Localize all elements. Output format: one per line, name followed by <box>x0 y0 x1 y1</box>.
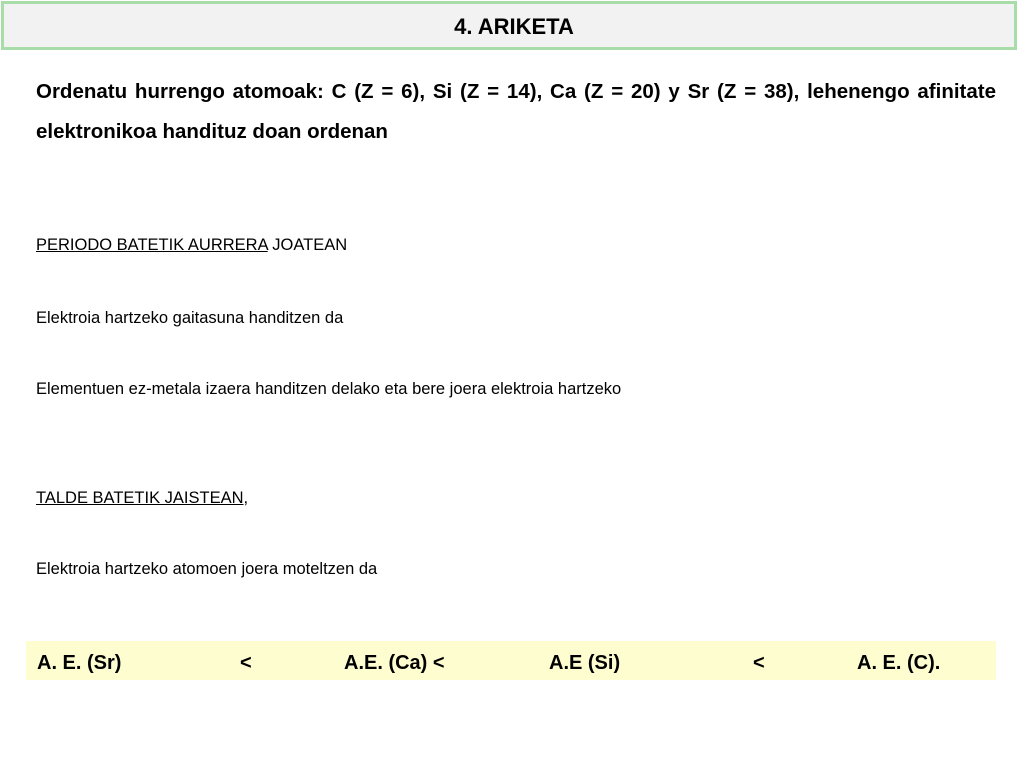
title-box <box>1 1 1017 50</box>
group-heading-underlined: TALDE BATETIK JAISTEAN <box>36 489 244 507</box>
result-item-si: A.E (Si) <box>549 652 621 674</box>
period-heading <box>36 236 347 255</box>
group-heading-rest: , <box>243 489 249 507</box>
page-title: 4. ARIKETA <box>454 14 574 39</box>
result-operator-1: < <box>240 652 252 674</box>
period-line-2: Elementuen ez-metala izaera handitzen delako eta bere joera elektroia hartzeko <box>36 380 622 398</box>
result-item-ca: A.E. (Ca) < <box>344 652 445 674</box>
result-item-c: A. E. (C). <box>857 652 941 674</box>
group-line-1: Elektroia hartzeko atomoen joera moteltzen da <box>36 560 378 578</box>
period-heading-rest: JOATEAN <box>267 236 348 254</box>
question-text: Ordenatu hurrengo atomoak: C (Z = 6), Si (Z = 14), Ca (Z = 20) y Sr (Z = 38), lehenengo afinitate elektronikoa handituz doan ordenan <box>36 80 996 143</box>
period-line-1: Elektroia hartzeko gaitasuna handitzen da <box>36 309 344 327</box>
result-bar <box>26 641 996 680</box>
result-item-sr: A. E. (Sr) <box>37 652 122 674</box>
period-heading-underlined: PERIODO BATETIK AURRERA <box>36 236 268 254</box>
result-operator-2: < <box>753 652 765 674</box>
group-heading <box>36 489 248 508</box>
